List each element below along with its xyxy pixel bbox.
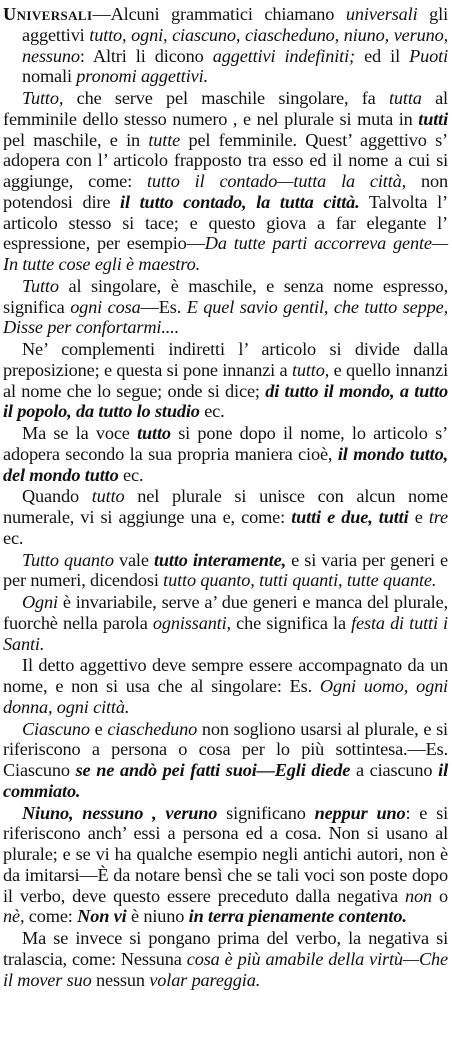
- text-segment: ed il: [354, 45, 410, 66]
- text-segment: universali: [345, 4, 418, 24]
- text-segment: ciascheduno: [107, 718, 198, 739]
- text-paragraph: [3, 88, 448, 275]
- text-segment: Tutto,: [22, 88, 64, 108]
- text-segment: —Alcuni grammatici chiamano: [92, 4, 346, 24]
- text-segment: e si varia per generi e per numeri, dicendosi: [3, 549, 449, 591]
- text-segment: cosa è più amabile della virtù—Che il mover suo: [3, 948, 448, 990]
- text-segment: Tutto quanto: [22, 549, 114, 570]
- text-segment: e quello innanzi al nome che lo segue; onde si dice;: [3, 359, 448, 401]
- text-segment: Ma se la voce: [22, 423, 138, 443]
- text-segment: il tutto contado, la tutta città.: [120, 191, 360, 212]
- text-segment: tutto: [91, 486, 125, 507]
- text-segment: è niuno: [126, 906, 189, 927]
- text-segment: ec.: [199, 401, 225, 422]
- text-segment: non: [405, 885, 432, 906]
- text-paragraph: [3, 486, 448, 548]
- text-paragraph: [3, 592, 448, 654]
- text-segment: nessun: [91, 969, 150, 990]
- text-segment: tre: [428, 507, 449, 527]
- text-segment: o: [431, 885, 448, 906]
- text-segment: il commiato.: [3, 760, 448, 801]
- entry-headword: Universali: [3, 4, 93, 24]
- text-segment: Niuno, nessuno , veruno: [22, 802, 218, 823]
- text-paragraph: [3, 423, 448, 485]
- text-segment: tutto quanto, tutti quanti, tutte quante.: [163, 570, 437, 591]
- text-segment: e: [408, 507, 429, 527]
- text-segment: —Es.: [140, 296, 187, 317]
- text-segment: se ne andò pei fatti suoi—Egli diede: [75, 760, 351, 780]
- text-segment: nè,: [3, 906, 25, 927]
- text-segment: Talvolta l’ articolo stesso si tace; e questo giova a far elegante l’ espressione, per esempio—: [3, 191, 448, 254]
- text-segment: Ogni: [22, 592, 58, 612]
- text-segment: tutti e due, tutti: [291, 507, 409, 527]
- text-paragraph: [3, 928, 448, 990]
- text-segment: ogni cosa: [70, 296, 141, 317]
- text-segment: neppur uno: [314, 802, 406, 823]
- text-paragraph: [3, 655, 448, 717]
- text-segment: è invariabile, serve a’ due generi e manca del plurale, fuorchè nella parola: [3, 592, 448, 633]
- text-segment: Ma se invece si pongano prima del verbo, la negativa si tralascia, come: Nessuna: [3, 928, 448, 969]
- text-segment: tutto, ogni, ciascuno, ciascheduno, niuno, veruno, nessuno: [22, 24, 448, 66]
- text-segment: Tutto: [22, 275, 59, 296]
- text-segment: significano: [217, 802, 315, 823]
- text-segment: Non vi: [77, 906, 127, 927]
- text-segment: pel maschile, e in: [3, 129, 149, 150]
- text-segment: come:: [24, 906, 78, 927]
- text-segment: Ne’ complementi indiretti l’ articolo si divide dalla preposizione; e questa si pone innanzi a: [3, 339, 448, 380]
- text-segment: che significa la: [230, 612, 352, 633]
- text-segment: gli aggettivi: [22, 4, 448, 45]
- text-segment: Ciascuno: [22, 718, 90, 739]
- text-paragraph: [3, 719, 448, 802]
- text-segment: in terra pienamente contento.: [188, 906, 407, 927]
- text-segment: di tutto il mondo, a tutto il popolo, da tutto lo studio: [3, 380, 448, 422]
- text-segment: tutto interamente,: [153, 549, 287, 570]
- text-segment: aggettivi indefiniti;: [212, 45, 355, 66]
- text-segment: volar pareggia.: [149, 969, 261, 990]
- text-segment: non potendosi dire: [3, 171, 448, 212]
- text-segment: tutte: [148, 129, 181, 150]
- text-segment: ognissanti,: [152, 612, 231, 633]
- entry-heading-paragraph: [3, 4, 448, 87]
- text-paragraph: [3, 276, 448, 338]
- text-segment: a ciascuno: [350, 760, 439, 780]
- text-segment: festa di tutti i Santi.: [3, 612, 448, 654]
- text-segment: Puoti: [409, 45, 448, 66]
- text-segment: tutti: [418, 108, 448, 129]
- text-segment: Da tutte parti accorreva gente—In tutte cose egli è maestro.: [3, 233, 448, 274]
- text-segment: si pone dopo il nome, lo articolo s’ adopera secondo la sua propria maniera cioè,: [3, 423, 449, 464]
- text-segment: : e si riferiscono anch’ essi a persona ed a cosa. Non si usano al plurale; e se vi ha qualche esempio negli antichi autori, non è da imitarsi—È da notare bensì che se tali voci son poste dopo il verbo, deve questo essere preceduto dalla negativa: [3, 802, 449, 906]
- text-segment: nomali: [22, 66, 77, 87]
- text-paragraph: [3, 339, 448, 422]
- text-segment: che serve pel maschile singolare, fa: [63, 88, 389, 108]
- text-segment: tutta: [388, 88, 422, 108]
- text-segment: Quando: [22, 486, 92, 507]
- text-segment: Il detto aggettivo deve sempre essere accompagnato da un nome, e non si usa che al singolare: Es.: [3, 655, 448, 696]
- text-segment: Ogni uomo, ogni donna, ogni città.: [3, 676, 448, 717]
- text-segment: non sogliono usarsi al plurale, e si riferiscono a persona o cosa per lo più sottintesa.—Es. Ciascuno: [3, 718, 448, 780]
- text-segment: tutto il contado—tutta la città,: [146, 171, 407, 191]
- text-paragraph: [3, 550, 448, 592]
- text-segment: al femminile dello stesso numero , e nel plurale si muta in: [3, 88, 448, 129]
- text-segment: tutto,: [291, 359, 330, 380]
- text-segment: vale: [113, 549, 154, 570]
- text-segment: ec.: [118, 464, 144, 485]
- text-segment: nel plurale si unisce con alcun nome numerale, vi si aggiunge una e, come:: [3, 486, 448, 527]
- text-paragraph: [3, 803, 448, 928]
- text-segment: ec.: [3, 527, 24, 548]
- text-segment: il mondo tutto, del mondo tutto: [3, 443, 448, 485]
- text-segment: : Altri li dicono: [79, 45, 213, 66]
- text-segment: pronomi aggettivi.: [76, 66, 208, 87]
- body-text: [3, 4, 448, 990]
- text-segment: e: [89, 718, 108, 739]
- text-segment: E quel savio gentil, che tutto seppe, Disse per confortarmi....: [3, 296, 448, 338]
- text-segment: tutto: [137, 423, 171, 443]
- text-segment: al singolare, è maschile, e senza nome espresso, significa: [3, 275, 448, 317]
- text-segment: pel femminile. Quest’ aggettivo s’ adopera con l’ articolo frapposto tra esso ed il nome a cui si aggiunge, come:: [3, 129, 448, 191]
